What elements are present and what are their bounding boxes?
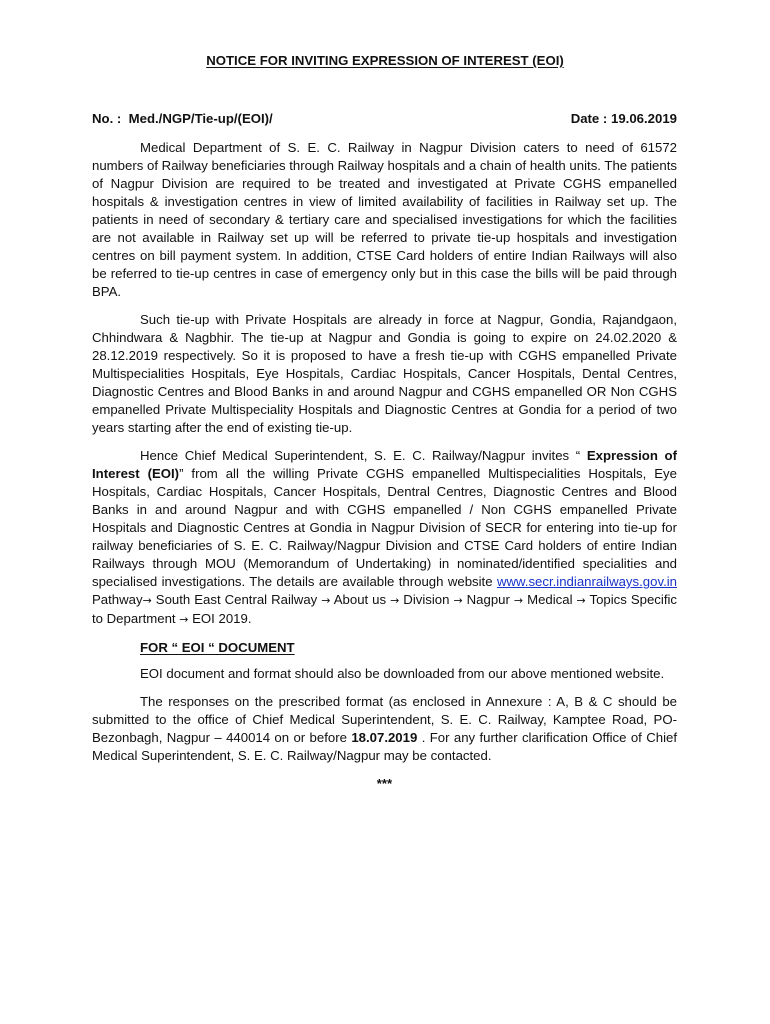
paragraph-5-text-b: . For any further clarification Office of Chief Medical Superintendent, S. E. C. Railway/Nagpur may be contacted. xyxy=(92,730,677,763)
arrow-right-icon: → xyxy=(179,613,189,626)
pathway-label: Pathway xyxy=(92,592,143,607)
arrow-right-icon: → xyxy=(142,594,152,607)
notice-date: Date : 19.06.2019 xyxy=(570,111,677,126)
paragraph-1: Medical Department of S. E. C. Railway in Nagpur Division caters to need of 61572 numbers of Railway beneficiaries through Railway hospitals and a chain of health units. The patients of Nagpur Division are required to be treated and investigated at Private CGHS empanelled hospitals & investigation centres in view of limited availability of facilities in Railway set up. The patients in need of secondary & tertiary care and specialised investigations for which the facilities are not available in Railway set up will be referred to private tie-up hospitals and investigation centres on bill payment system. In addition, CTSE Card holders of entire Indian Railways will also be referred to tie-up centres in case of emergency only but in this case the bills will be paid through BPA. xyxy=(92,140,677,299)
pathway-step-2: About us xyxy=(333,592,391,607)
paragraph-2: Such tie-up with Private Hospitals are already in force at Nagpur, Gondia, Rajandgaon, Chhindwara & Nagbhir. The tie-up at Nagpur and Gondia is going to expire on 24.02.2020 & 28.12.2019 respectively. So it is proposed to have a fresh tie-up with CGHS empanelled Private Multispecialities Hospitals, Eye Hospitals, Cardiac Hospitals, Cancer Hospitals, Dental Centres, Diagnostic Centres and Blood Banks in and around Nagpur and CGHS empanelled OR Non CGHS empanelled Private Multispeciality Hospitals and Diagnostic Centres at Gondia for a period of two years starting after the end of existing tie-up. xyxy=(92,312,677,435)
paragraph-3-text-a: Hence Chief Medical Superintendent, S. E. C. Railway/Nagpur invites “ xyxy=(140,448,587,463)
paragraph-3 xyxy=(92,447,677,629)
eoi-bold-text: Expression of Interest (EOI) xyxy=(92,448,677,481)
arrow-right-icon: → xyxy=(513,594,524,607)
pathway-step-6: Topics Specific to Department xyxy=(92,592,678,626)
arrow-right-icon: → xyxy=(390,594,400,607)
end-mark: *** xyxy=(376,776,393,791)
pathway-step-4: Nagpur xyxy=(462,592,514,607)
pathway-step-1: South East Central Railway xyxy=(151,592,322,607)
paragraph-4: EOI document and format should also be downloaded from our above mentioned website. xyxy=(140,666,665,681)
paragraph-5 xyxy=(92,693,677,765)
eoi-document-heading: FOR “ EOI “ DOCUMENT xyxy=(140,640,295,655)
arrow-right-icon: → xyxy=(321,594,331,607)
website-link[interactable]: www.secr.indianrailways.gov.in xyxy=(496,574,677,589)
paragraph-3-text-b: ” from all the willing Private CGHS empanelled Multispecialities Hospitals, Eye Hospitals, Cardiac Hospitals, Cancer Hospitals, Dentral Centres, Diagnostic Centres and Blood Banks in and around Nagpur and with CGHS empanelled / Non CGHS empanelled Private Hospitals and Diagnostic Centres at Gondia in Nagpur Division of SECR for entering into tie-up for railway beneficiaries of S. E. C. Railway/Nagpur Division and CTSE Card holders of entire Indian Railways through MOU (Memorandum of Undertaking) in nominated/identified specialities and specialised investigations. The details are available through website xyxy=(92,466,677,589)
arrow-right-icon: → xyxy=(453,594,463,607)
pathway-step-3: Division xyxy=(399,592,454,607)
pathway-step-7: EOI 2019. xyxy=(188,611,252,626)
paragraph-5-text-a: The responses on the prescribed format (as enclosed in Annexure : A, B & C should be submitted to the office of Chief Medical Superintendent, S. E. C. Railway, Kamptee Road, PO- Bezonbagh, Nagpur – 440014 on or before xyxy=(92,694,677,745)
arrow-right-icon: → xyxy=(576,594,586,607)
reference-number: No. : Med./NGP/Tie-up/(EOI)/ xyxy=(92,111,273,126)
pathway-step-5: Medical xyxy=(523,592,577,607)
deadline-date: 18.07.2019 xyxy=(351,730,418,745)
notice-body xyxy=(92,139,677,793)
notice-title: NOTICE FOR INVITING EXPRESSION OF INTEREST (EOI) xyxy=(206,53,564,68)
